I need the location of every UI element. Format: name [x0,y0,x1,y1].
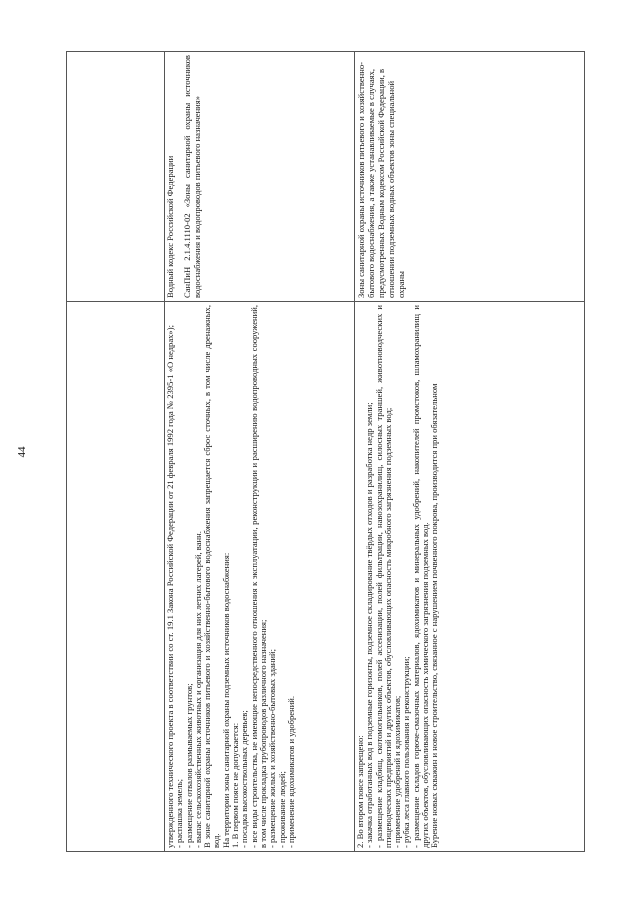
requirement-text: 1. В первом поясе не допускается: [230,722,241,848]
requirement-text: - размещение жилых и хозяйственно-бытовых зданий; [267,649,278,848]
table-row [355,52,585,852]
requirements-cell [355,302,585,852]
requirement-text: 2. Во втором поясе запрещено: [355,735,365,848]
requirement-text: - размещение кладбищ, скотомогильников, полей ассенизации, полей фильтрации, навозохранилищ, силосных траншей, животноводческих и птицеводческих предприятий и других объектов, обусловливающих опасность микробного загрязнения подземных вод; [373,305,393,848]
requirement-text: В зоне санитарной охраны источников питьевого и хозяйственно-бытового водоснабжения запрещается сброс сточных, в том числе дренажных, вод. [202,305,222,848]
zone-name: Зоны санитарной охраны источников питьевого и хозяйственно-бытового водоснабжения, а также устанавливаемые в случаях, предусмотренных Водным кодексом Российской Федерации, в отношении подземных водных объектов зоны специальной охраны [356,61,406,298]
requirement-text: На территории зоны санитарной охраны подземных источников водоснабжения: [220,552,231,848]
page-number: 44 [16,446,28,458]
requirement-text: - посадка высокоствольных деревьев; [239,710,250,848]
requirement-text: - размещение отвалов размываемых грунтов; [183,683,194,848]
requirement-text: - рубка леса главного пользования и реконструкции; [401,656,412,848]
requirement-text: - распашка земель; [174,778,185,848]
requirement-text: - применение ядохимикатов и удобрений. [285,695,296,848]
empty-cell [67,52,165,302]
requirement-text: утвержденного технического проекта в соответствии со ст. 19.1 Закона Российской Федерации от 21 февраля 1992 года № 2395-1 «О недрах»); [165,325,175,848]
zone-name-cell [355,52,585,302]
document-ref: Водный кодекс Российской Федерации [165,155,175,298]
requirement-text: - проживание людей; [276,771,287,848]
document-ref: СанПиН 2.1.4.1110-02 «Зоны санитарной охраны источников водоснабжения и водопроводов питьевого назначения» [182,55,202,298]
requirement-text: - выпас сельскохозяйственных животных и организация для них летних лагерей, ванн. [192,531,203,848]
requirement-text: Бурение новых скважин и новое строительство, связанное с нарушением почвенного покрова, производится при обязательном [429,383,440,848]
table-row [165,52,355,852]
requirement-text: - все виды строительства, не имеющие непосредственного отношения к эксплуатации, реконструкции и расширению водопроводных сооружений, в том числе прокладка трубопроводов различного назначения; [248,305,268,848]
table-row [67,52,165,852]
prev-requirements-cell [165,302,355,852]
rotated-table-sheet [66,52,584,852]
regulations-table [66,51,585,852]
requirement-text: - применение удобрений и ядохимикатов; [392,695,403,848]
requirement-text: - размещение складов горюче-смазочных материалов, ядохимикатов и минеральных удобрений, накопителей промстоков, шламохранилищ и других объектов, обусловливающих опасность химического загрязнения подземных вод. [410,305,431,848]
empty-cell [67,302,165,852]
documents-cell [165,52,355,302]
requirement-text: - закачка отработанных вод в подземные горизонты, подземное складирование твёрдых отходов и разработка недр земли; [364,402,375,848]
